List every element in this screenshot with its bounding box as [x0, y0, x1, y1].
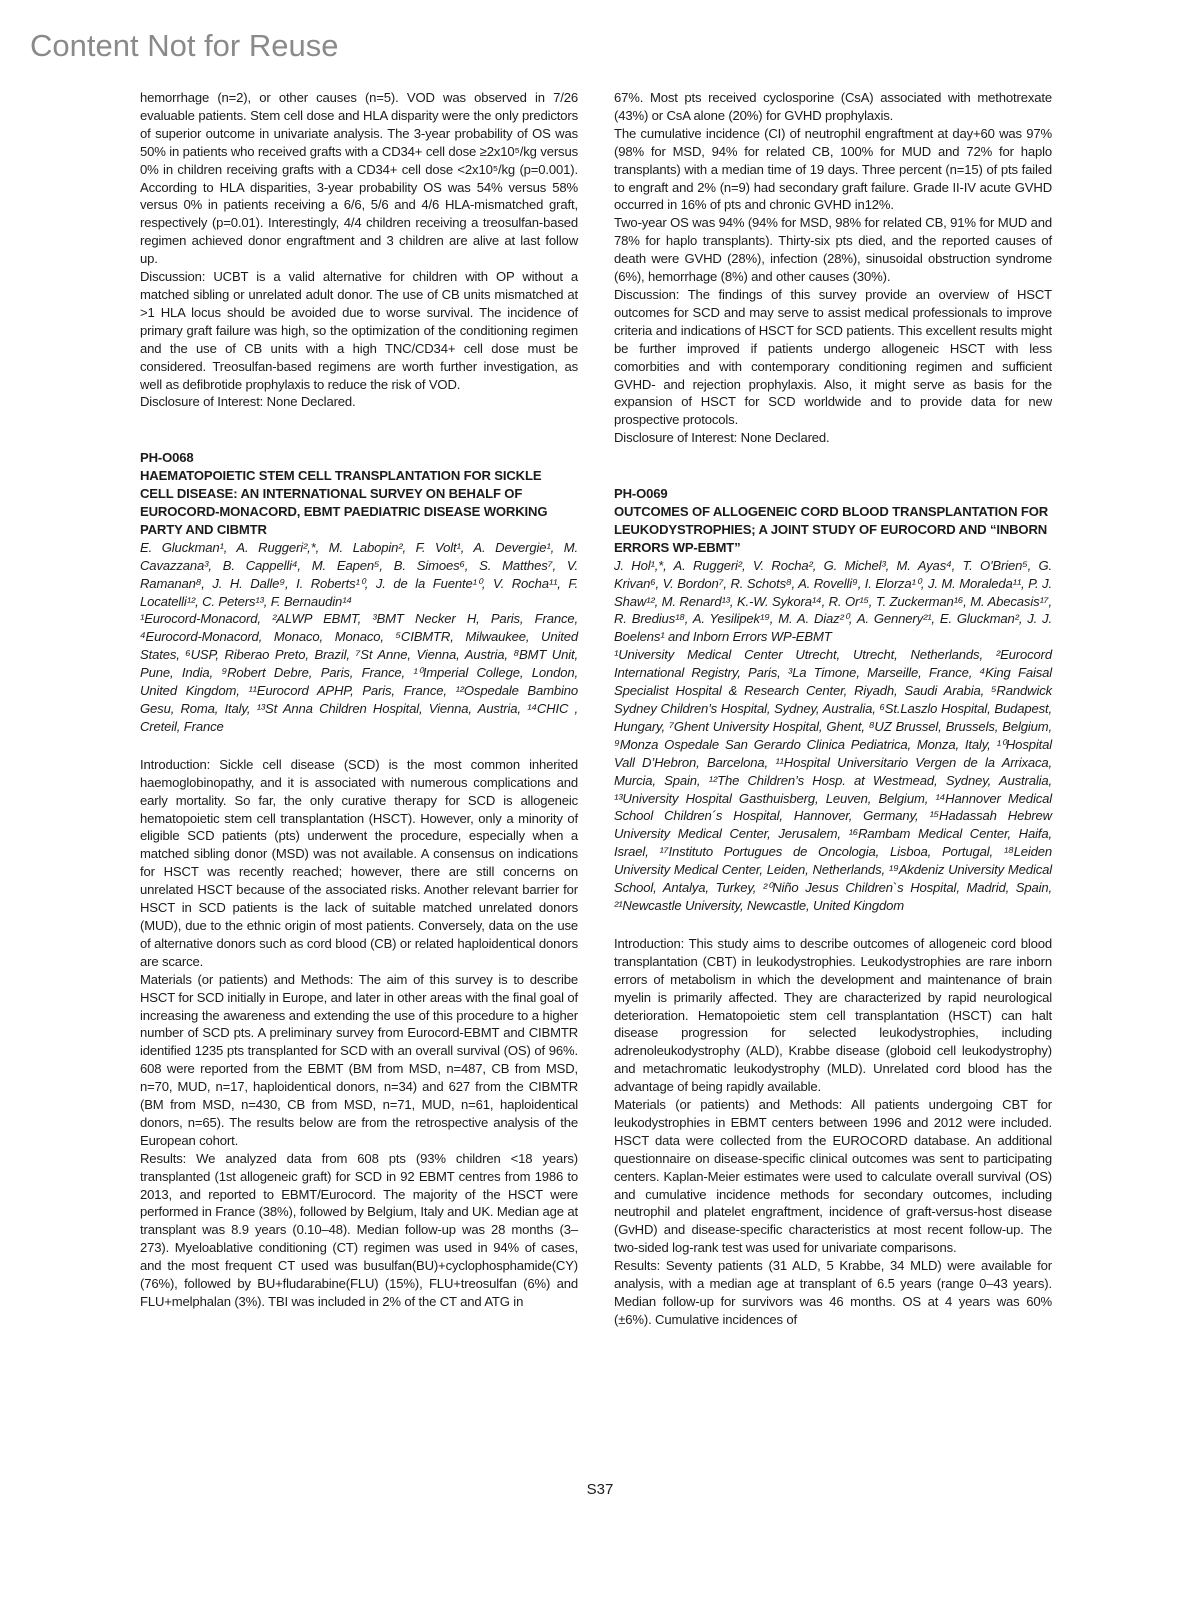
disclosure: Disclosure of Interest: None Declared. [140, 394, 356, 410]
continuation-paragraph: hemorrhage (n=2), or other causes (n=5). VOD was observed in 7/26 evaluable patients. Stem cell dose and HLA disparity were the only predictors of superior outcome in univariate analysis. The 3-year probability of OS was 50% in patients who received grafts with a CD34+ cell dose ≥2x10⁵/kg versus 0% in children receiving grafts with a CD34+ cell dose <2x10⁵/kg (p=0.001). According to HLA disparities, 3-year probability OS was 54% versus 58% versus 0% in patients receiving a 6/6, 5/6 and 4/6 HLA-mismatched graft, respectively (p=0.01). Interestingly, 4/4 children receiving a treosulfan-based regimen achieved donor engraftment and 3 children are alive at last follow up. [140, 90, 578, 267]
abstract-title: HAEMATOPOIETIC STEM CELL TRANSPLANTATION FOR SICKLE CELL DISEASE: AN INTERNATIONAL SURVEY ON BEHALF OF EUROCORD-MONACORD, EBMT PAEDIATRIC DISEASE WORKING PARTY AND CIBMTR [140, 468, 548, 537]
abstract-results: Results: Seventy patients (31 ALD, 5 Krabbe, 34 MLD) were available for analysis, with a median age at transplant of 6.5 years (range 0–43 years). Median follow-up for survivors was 46 months. OS at 4 years was 60% (±6%). Cumulative incidences of [614, 1258, 1052, 1327]
watermark: Content Not for Reuse [30, 28, 339, 63]
author-list: E. Gluckman¹, A. Ruggeri²,*, M. Labopin², F. Volt¹, A. Devergie¹, M. Cavazzana³, B. Cappelli⁴, M. Eapen⁵, B. Simoes⁶, S. Matthes⁷, V. Ramanan⁸, J. H. Dalle⁹, I. Roberts¹⁰, J. de la Fuente¹⁰, V. Rocha¹¹, F. Locatelli¹², C. Peters¹³, F. Bernaudin¹⁴ [140, 539, 578, 609]
abstract-methods: Materials (or patients) and Methods: The aim of this survey is to describe HSCT for SCD initially in Europe, and later in other areas with the final goal of increasing the awareness and extending the use of this procedure to a higher number of SCD pts. A preliminary survey from Eurocord-EBMT and CIBMTR identified 1235 pts transplanted for SCD with an overall survival (OS) of 96%. 608 were reported from the EBMT (BM from MSD, n=487, CB from MSD, n=70, MUD, n=17, haploidentical donors, n=34) and 627 from the CIBMTR (BM from MSD, n=430, CB from MSD, n=71, MUD, n=61, haploidentical donors, n=65). The results below are from the retrospective analysis of the European cohort. [140, 971, 578, 1148]
abstract-introduction: Introduction: Sickle cell disease (SCD) is the most common inherited haemoglobinopathy, and it is associated with numerous complications and early mortality. So far, the only curative therapy for SCD is allogeneic hematopoietic stem cell transplantation (HSCT). However, only a minority of eligible SCD patients (pts) underwent the procedure, especially when a matched sibling donor (MSD) was not available. A consensus on indications for HSCT was recently reached; however, there are still concerns on unrelated HSCT because of the associated risks. Another relevant barrier for HSCT in SCD patients is the lack of suitable matched unrelated donors (MUD), due to the ethnic origin of most patients. Conversely, data on the use of alternative donors such as cord blood (CB) or related haploidentical donors are scarce. [140, 756, 578, 969]
abstract-id: PH-O069 [614, 486, 668, 502]
continuation-paragraph: Discussion: UCBT is a valid alternative for children with OP without a matched sibling or unrelated adult donor. The use of CB units mismatched at >1 HLA locus should be avoided due to worse survival. The incidence of primary graft failure was high, so the optimization of the conditioning regimen and the use of CB units with a high TNC/CD34+ cell dose must be considered. Treosulfan-based regimens are worth further investigation, as well as defibrotide prophylaxis to reduce the risk of VOD. [140, 269, 578, 392]
continuation-paragraph: Two-year OS was 94% (94% for MSD, 98% for related CB, 91% for MUD and 78% for haplo transplants). Thirty-six pts died, and the reported causes of death were GVHD (28%), infection (28%), sinusoidal obstruction syndrome (6%), hemorrhage (8%) and other causes (30%). [614, 215, 1052, 285]
abstract-methods: Materials (or patients) and Methods: All patients undergoing CBT for leukodystrophies in EBMT centers between 1996 and 2012 were included. HSCT data were collected from the EUROCORD database. An additional questionnaire on disease-specific clinical outcomes was sent to participating centers. Kaplan-Meier estimates were used to calculate overall survival (OS) and cumulative incidence methods for secondary outcomes, including neutrophil and platelet engraftment, incidence of graft-versus-host disease (GvHD) and disease-specific characteristics at most recent follow-up. The two-sided log-rank test was used for univariate comparisons. [614, 1097, 1052, 1256]
abstract-id: PH-O068 [140, 450, 194, 466]
continuation-paragraph: 67%. Most pts received cyclosporine (CsA) associated with methotrexate (43%) or CsA alone (20%) for GVHD prophylaxis. [614, 90, 1052, 123]
author-list: J. Hol¹,*, A. Ruggeri², V. Rocha², G. Michel³, M. Ayas⁴, T. O'Brien⁵, G. Krivan⁶, V. Bordon⁷, R. Schots⁸, A. Rovelli⁹, I. Elorza¹⁰, J. M. Moraleda¹¹, P. J. Shaw¹², M. Renard¹³, K.-W. Sykora¹⁴, R. Or¹⁵, T. Zuckerman¹⁶, M. Abecasis¹⁷, R. Bredius¹⁸, A. Yesilipek¹⁹, M. A. Diaz²⁰, A. Gennery²¹, E. Gluckman², J. J. Boelens¹ and Inborn Errors WP-EBMT [614, 557, 1052, 645]
right-column [614, 89, 1052, 1329]
affiliations: ¹University Medical Center Utrecht, Utrecht, Netherlands, ²Eurocord International Registry, Paris, ³La Timone, Marseille, France, ⁴King Faisal Specialist Hospital & Research Center, Riyadh, Saudi Arabia, ⁵Randwick Sydney Children’s Hospital, Sydney, Australia, ⁶St.Laszlo Hospital, Budapest, Hungary, ⁷Ghent University Hospital, Ghent, ⁸UZ Brussel, Brussels, Belgium, ⁹Monza Ospedale San Gerardo Clinica Pediatrica, Monza, Italy, ¹⁰Hospital Vall D’Hebron, Barcelona, ¹¹Hospital Universitario Vergen de la Arrixaca, Murcia, Spain, ¹²The Children’s Hosp. at Westmead, Sydney, Australia, ¹³University Hospital Gasthuisberg, Leuven, Belgium, ¹⁴Hannover Medical School Children´s Hospital, Hannover, Germany, ¹⁵Hadassah Hebrew University Medical Center, Jerusalem, ¹⁶Rambam Medical Center, Haifa, Israel, ¹⁷Instituto Portugues de Oncologia, Lisboa, Portugal, ¹⁸Leiden University Medical Center, Leiden, Netherlands, ¹⁹Akdeniz University Medical School, Antalya, Turkey, ²⁰Niño Jesus Children`s Hospital, Madrid, Spain, ²¹Newcastle University, Newcastle, United Kingdom [614, 647, 1052, 913]
continuation-paragraph: Discussion: The findings of this survey provide an overview of HSCT outcomes for SCD and may serve to assist medical professionals to improve criteria and indications of HSCT for SCD patients. This excellent results might be further improved if patients undergo allogeneic HSCT with less comorbities and with contemporary conditioning regimen and sufficient GVHD- and rejection prophylaxis. Also, it might serve as basis for the expansion of HSCT for SCD worldwide and to provide data for new prospective protocols. [614, 286, 1052, 428]
page-number: S37 [586, 1481, 614, 1498]
continuation-paragraph: The cumulative incidence (CI) of neutrophil engraftment at day+60 was 97% (98% for MSD, 94% for related CB, 100% for MUD and 72% for haplo transplants) with a median time of 19 days. Three percent (n=15) of pts failed to engraft and 2% (n=9) had secondary graft failure. Grade II-IV acute GVHD occurred in 16% of pts and chronic GVHD in12%. [614, 125, 1052, 213]
abstract-introduction: Introduction: This study aims to describe outcomes of allogeneic cord blood transplantation (CBT) in leukodystrophies. Leukodystrophies are rare inborn errors of metabolism in which the development and maintenance of brain myelin is primarily affected. They are characterized by rapid neurological deterioration. Hematopoietic stem cell transplantation (HSCT) can halt disease progression for selected leukodystrophies, including adrenoleukodystrophy (ALD), Krabbe disease (globoid cell leukodystrophy) and metachromatic leukodystrophy (MLD). Unrelated cord blood has the advantage of being rapidly available. [614, 935, 1052, 1095]
affiliations: ¹Eurocord-Monacord, ²ALWP EBMT, ³BMT Necker H, Paris, France, ⁴Eurocord-Monacord, Monaco, Monaco, ⁵CIBMTR, Milwaukee, United States, ⁶USP, Riberao Preto, Brazil, ⁷St Anne, Vienna, Austria, ⁸BMT Unit, Pune, India, ⁹Robert Debre, Paris, France, ¹⁰Imperial College, London, United Kingdom, ¹¹Eurocord APHP, Paris, France, ¹²Ospedale Bambino Gesu, Roma, Italy, ¹³St Anna Children Hospital, Vienna, Austria, ¹⁴CHIC , Creteil, France [140, 611, 578, 734]
abstract-title: OUTCOMES OF ALLOGENEIC CORD BLOOD TRANSPLANTATION FOR LEUKODYSTROPHIES; A JOINT STUDY OF EUROCORD AND “INBORN ERRORS WP-EBMT” [614, 504, 1049, 555]
abstract-results: Results: We analyzed data from 608 pts (93% children <18 years) transplanted (1st allogeneic graft) for SCD in 92 EBMT centres from 1986 to 2013, and reported to EBMT/Eurocord. The majority of the HSCT were performed in France (38%), followed by Belgium, Italy and UK. Median age at transplant was 8.9 years (0.10–48). Median follow-up was 28 months (3–273). Myeloablative conditioning (CT) regimen was used in 94% of cases, and the most frequent CT used was busulfan(BU)+cyclophosphamide(CY) (76%), followed by BU+fludarabine(FLU) (15%), FLU+treosulfan (6%) and FLU+melphalan (3%). TBI was included in 2% of the CT and ATG in [140, 1150, 578, 1309]
disclosure: Disclosure of Interest: None Declared. [614, 430, 830, 446]
left-column [140, 89, 578, 1311]
